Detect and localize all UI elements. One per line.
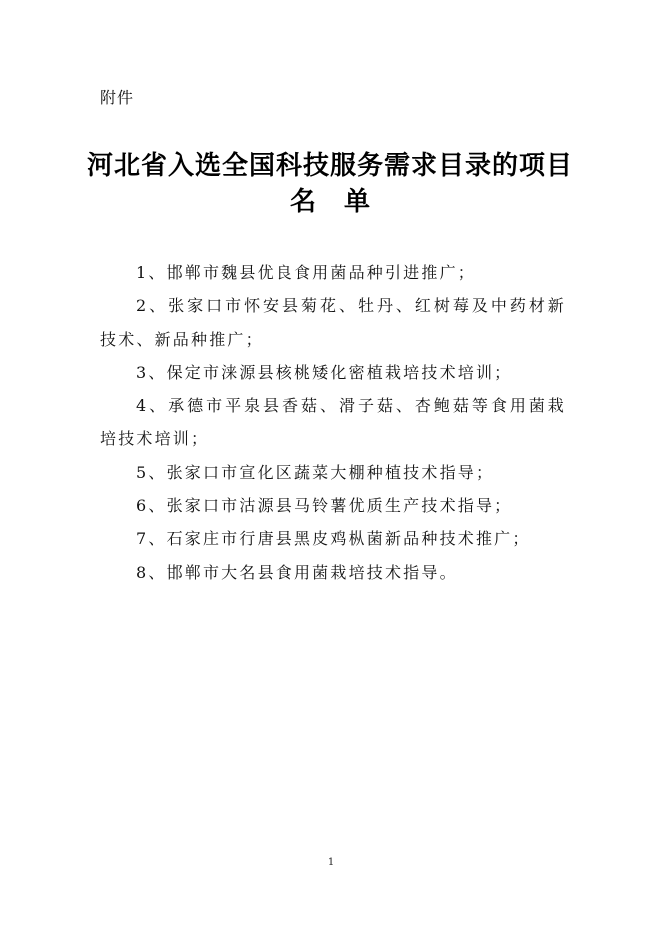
list-item: 8、邯郸市大名县食用菌栽培技术指导。: [136, 562, 458, 582]
list-item: 6、张家口市沽源县马铃薯优质生产技术指导；: [136, 496, 513, 516]
list-item: 2、张家口市怀安县菊花、牡丹、红树莓及中药材新技术、新品种推广；: [100, 296, 566, 349]
list-item: 5、张家口市宣化区蔬菜大棚种植技术指导；: [136, 462, 495, 482]
list-item: 3、保定市涞源县核桃矮化密植栽培技术培训；: [136, 362, 513, 382]
list-item: 7、石家庄市行唐县黑皮鸡枞菌新品种技术推广；: [136, 529, 531, 549]
attachment-label: 附件: [100, 88, 135, 107]
page-number: 1: [327, 857, 335, 868]
list-item: 1、邯郸市魏县优良食用菌品种引进推广；: [136, 263, 476, 282]
project-list: [100, 256, 566, 589]
document-title-subline: 名单: [289, 187, 398, 217]
document-title: 河北省入选全国科技服务需求目录的项目: [86, 151, 573, 181]
list-item: 4、承德市平泉县香菇、滑子菇、杏鲍菇等食用菌栽培技术培训；: [100, 396, 566, 449]
